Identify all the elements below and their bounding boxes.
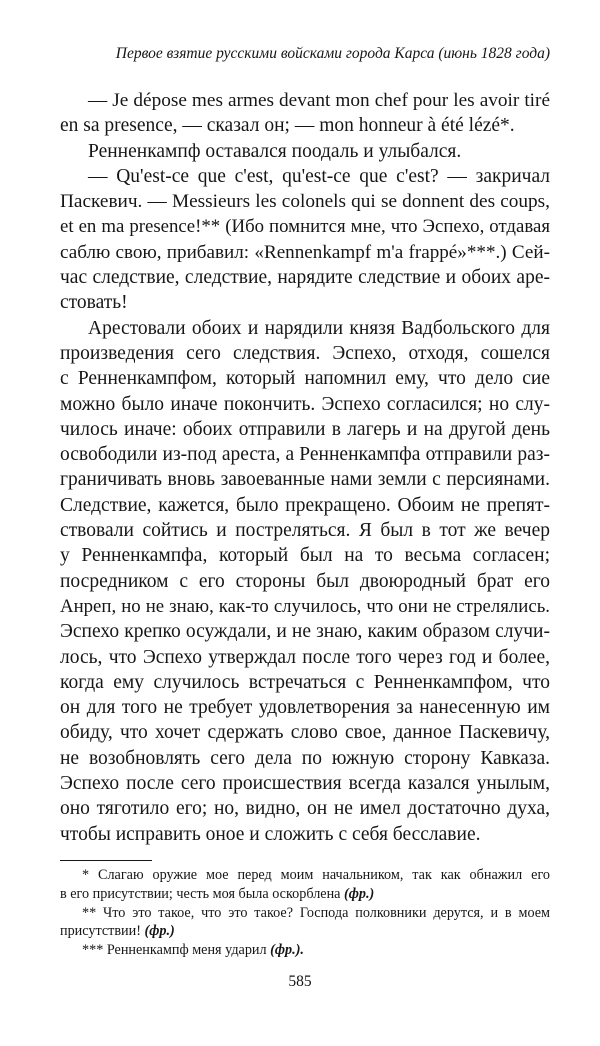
footnote-line: * Слагаю оружие мое перед моим начальником, так как обнажил его bbox=[82, 867, 550, 883]
footnote-text: присутствии! bbox=[60, 923, 141, 940]
footnotes bbox=[60, 866, 550, 960]
text-line: Анреп, но не знаю, как-то случилось, что они не стрелялись. bbox=[60, 595, 550, 617]
text-line: граничивать вновь завоеванные нами земли с персиянами. bbox=[60, 469, 550, 491]
text-line: en sa presence, — сказал он; — mon honneur à été lézé*. bbox=[60, 115, 515, 137]
text-line: он для того не требует удовлетворения за нанесенную им bbox=[60, 697, 550, 719]
text-line: саблю свою, прибавил: «Rennenkampf m'a frappé»***.) Сей- bbox=[60, 241, 550, 263]
footnote-line bbox=[60, 922, 550, 941]
footnote bbox=[60, 904, 550, 942]
text-line: Следствие, кажется, было прекращено. Обоим не препят- bbox=[60, 494, 550, 516]
text-line: обиду, что хочет сдержать слово свое, данное Паскевичу, bbox=[60, 722, 550, 744]
footnote-lang-tag: (фр.) bbox=[344, 885, 375, 902]
text-line: можно было иначе покончить. Эспехо согласился; но слу- bbox=[60, 393, 550, 415]
paragraph bbox=[60, 88, 550, 139]
footnote-line bbox=[60, 941, 550, 960]
text-line: произведения сего следствия. Эспехо, отходя, сошелся bbox=[60, 342, 550, 364]
text-line: Паскевич. — Messieurs les colonels qui se donnent des coups, bbox=[60, 191, 550, 213]
text-line: лось, что Эспехо утверждал после того через год и более, bbox=[60, 646, 550, 668]
footnote-divider bbox=[60, 860, 152, 861]
paragraph bbox=[60, 164, 550, 316]
text-line: Эспехо крепко осуждали, и не знаю, каким образом случи- bbox=[60, 621, 550, 643]
text-line: чилось иначе: обоих отправили в лагерь и на другой день bbox=[60, 418, 550, 440]
footnote-lang-tag: (фр.) bbox=[144, 923, 175, 940]
footnote-lang-tag: (фр.). bbox=[270, 942, 304, 959]
running-head: Первое взятие русскими войсками города Карса (июнь 1828 года) bbox=[115, 45, 550, 62]
text-line: оно тяготило его; но, видно, он не имел достаточно духа, bbox=[60, 798, 550, 820]
text-line: час следствие, следствие, нарядите следствие и обоих аре- bbox=[60, 267, 550, 289]
footnote-line bbox=[60, 885, 550, 904]
text-line: посредником с его стороны был двоюродный брат его bbox=[60, 570, 550, 592]
text-line: не возобновлять сего дела по южную сторону Кавказа. bbox=[60, 747, 550, 769]
paragraph bbox=[60, 316, 550, 847]
text-line: освободили из-под ареста, а Ренненкампфа отправили раз- bbox=[60, 444, 550, 466]
text-line: Ренненкампф оставался поодаль и улыбался. bbox=[88, 140, 462, 162]
text-line: Арестовали обоих и нарядили князя Вадбольского для bbox=[88, 317, 550, 339]
text-line: чтобы исправить оное и сложить с себя бесславие. bbox=[60, 823, 481, 845]
text-line: et en ma presence!** (Ибо помнится мне, что Эспехо, отдавая bbox=[60, 216, 550, 238]
paragraph bbox=[60, 139, 550, 164]
text-line: стовать! bbox=[60, 292, 128, 314]
text-line: когда ему случилось встречаться с Ренненкампфом, что bbox=[60, 671, 550, 693]
text-line: у Ренненкампфа, который был на то весьма согласен; bbox=[60, 545, 550, 567]
text-line: ствовали сойтись и постреляться. Я был в тот же вечер bbox=[60, 520, 550, 542]
text-line: Эспехо после сего происшествия всегда казался унылым, bbox=[60, 773, 550, 795]
footnote bbox=[60, 941, 550, 960]
text-line: с Ренненкампфом, который напомнил ему, что дело сие bbox=[60, 368, 550, 390]
page-number: 585 bbox=[288, 973, 312, 990]
footnote-text: в его присутствии; честь моя была оскорблена bbox=[60, 885, 341, 902]
footnote-line: ** Что это такое, что это такое? Господа полковники дерутся, и в моем bbox=[82, 904, 550, 921]
body-text bbox=[60, 88, 550, 847]
footnote-text: *** Ренненкампф меня ударил bbox=[82, 942, 267, 959]
footnote bbox=[60, 866, 550, 904]
text-line: — Qu'est-ce que c'est, qu'est-ce que c'est? — закричал bbox=[88, 165, 550, 187]
text-line: — Je dépose mes armes devant mon chef pour les avoir tiré bbox=[88, 90, 550, 111]
